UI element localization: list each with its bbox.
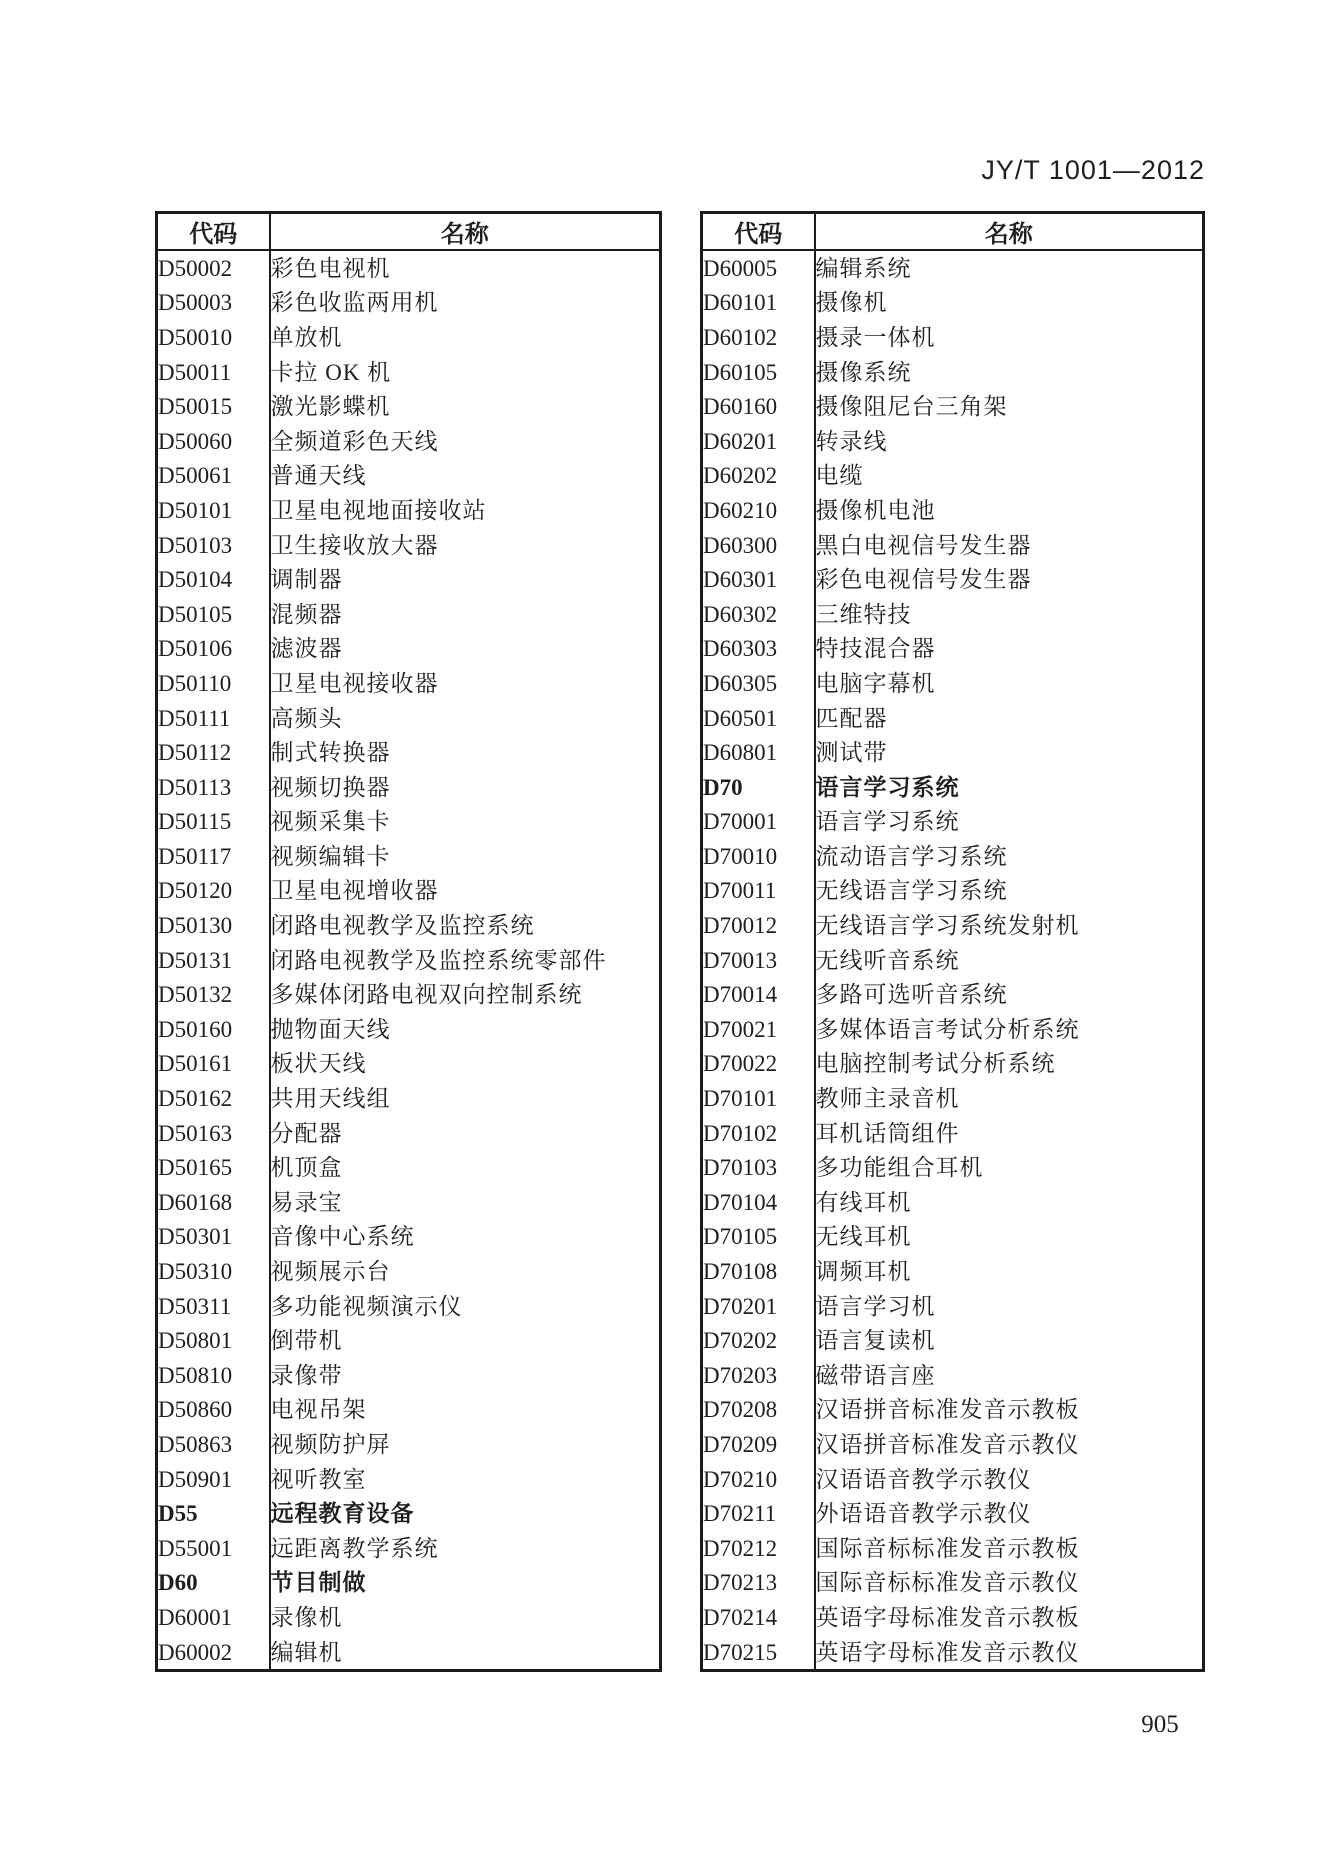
name-cell: 无线听音系统 (815, 947, 960, 973)
code-cell: D60305 (702, 666, 815, 701)
code-cell: D60160 (702, 389, 815, 424)
table-row (702, 1289, 1204, 1324)
table-row (157, 320, 661, 355)
code-cell: D50010 (157, 320, 270, 355)
name-cell: 摄像机电池 (815, 497, 936, 523)
name-cell: 多功能视频演示仪 (270, 1293, 463, 1319)
page-number: 905 (1141, 1711, 1179, 1738)
name-cell: 录像机 (270, 1604, 343, 1630)
name-cell: 单放机 (270, 324, 343, 350)
code-cell: D50120 (157, 874, 270, 909)
table-row (702, 1185, 1204, 1220)
name-cell: 汉语语音教学示教仪 (815, 1466, 1032, 1492)
name-cell: 彩色电视信号发生器 (815, 567, 1032, 593)
table-row (702, 1566, 1204, 1601)
name-cell: 视频采集卡 (270, 809, 391, 835)
table-body-right (702, 250, 1204, 1671)
code-cell: D50117 (157, 839, 270, 874)
table-row (702, 874, 1204, 909)
table-row (702, 1393, 1204, 1428)
name-cell: 滤波器 (270, 636, 343, 662)
name-cell: 卫星电视地面接收站 (270, 497, 487, 523)
code-cell: D50863 (157, 1427, 270, 1462)
name-cell: 特技混合器 (815, 636, 936, 662)
table-row (702, 1081, 1204, 1116)
code-cell: D60210 (702, 493, 815, 528)
name-cell: 闭路电视教学及监控系统零部件 (270, 947, 607, 973)
table-row (702, 562, 1204, 597)
code-cell: D70 (702, 770, 815, 805)
name-cell: 有线耳机 (815, 1189, 912, 1215)
code-cell: D50061 (157, 459, 270, 494)
code-cell: D50101 (157, 493, 270, 528)
code-cell: D50162 (157, 1081, 270, 1116)
code-cell: D50901 (157, 1462, 270, 1497)
name-cell: 摄像系统 (815, 359, 912, 385)
code-cell: D70108 (702, 1254, 815, 1289)
table-row (157, 562, 661, 597)
name-cell: 语言学习系统 (815, 774, 960, 800)
column-header-code: 代码 (157, 213, 270, 251)
name-cell: 摄录一体机 (815, 324, 936, 350)
name-cell: 语言复读机 (815, 1328, 936, 1354)
code-cell: D60105 (702, 355, 815, 390)
code-cell: D55001 (157, 1531, 270, 1566)
table-row (157, 1635, 661, 1671)
table-row (157, 1185, 661, 1220)
table-row (157, 874, 661, 909)
table-row (157, 735, 661, 770)
name-cell: 卫生接收放大器 (270, 532, 439, 558)
name-cell: 卫星电视接收器 (270, 670, 439, 696)
table-row (702, 597, 1204, 632)
table-row (702, 1462, 1204, 1497)
name-cell: 多路可选听音系统 (815, 982, 1008, 1008)
code-cell: D60001 (157, 1600, 270, 1635)
table-row (157, 1081, 661, 1116)
code-cell: D50111 (157, 701, 270, 736)
code-cell: D50132 (157, 977, 270, 1012)
name-cell: 多媒体闭路电视双向控制系统 (270, 982, 583, 1008)
code-cell: D60202 (702, 459, 815, 494)
name-cell: 国际音标标准发音示教仪 (815, 1570, 1080, 1596)
name-cell: 视频切换器 (270, 774, 391, 800)
table-row (702, 908, 1204, 943)
code-cell: D50131 (157, 943, 270, 978)
name-cell: 易录宝 (270, 1189, 343, 1215)
code-cell: D70212 (702, 1531, 815, 1566)
code-cell: D50301 (157, 1220, 270, 1255)
code-cell: D50163 (157, 1116, 270, 1151)
code-cell: D60101 (702, 286, 815, 321)
code-cell: D60102 (702, 320, 815, 355)
table-row (157, 1566, 661, 1601)
code-cell: D70210 (702, 1462, 815, 1497)
name-cell: 电脑字幕机 (815, 670, 936, 696)
table-body-left (157, 250, 661, 1671)
code-cell: D50113 (157, 770, 270, 805)
table-row (157, 805, 661, 840)
table-row (157, 1531, 661, 1566)
column-header-code: 代码 (702, 213, 815, 251)
table-row (702, 528, 1204, 563)
code-cell: D60301 (702, 562, 815, 597)
name-cell: 电缆 (815, 463, 864, 489)
name-cell: 黑白电视信号发生器 (815, 532, 1032, 558)
code-cell: D70201 (702, 1289, 815, 1324)
table-row (702, 389, 1204, 424)
name-cell: 摄像机 (815, 290, 888, 316)
code-cell: D50130 (157, 908, 270, 943)
code-cell: D50060 (157, 424, 270, 459)
name-cell: 音像中心系统 (270, 1224, 415, 1250)
name-cell: 摄像阻尼台三角架 (815, 394, 1008, 420)
code-cell: D60 (157, 1566, 270, 1601)
code-cell: D70202 (702, 1323, 815, 1358)
name-cell: 外语语音教学示教仪 (815, 1501, 1032, 1527)
code-cell: D50160 (157, 1012, 270, 1047)
table-row (157, 1600, 661, 1635)
table-row (702, 666, 1204, 701)
name-cell: 卡拉 OK 机 (270, 359, 392, 385)
table-row (702, 839, 1204, 874)
table-row (157, 701, 661, 736)
code-cell: D70021 (702, 1012, 815, 1047)
code-cell: D70012 (702, 908, 815, 943)
column-header-name: 名称 (270, 213, 661, 251)
name-cell: 分配器 (270, 1120, 343, 1146)
name-cell: 闭路电视教学及监控系统 (270, 913, 535, 939)
table-row (702, 1323, 1204, 1358)
table-row (157, 1220, 661, 1255)
code-cell: D50801 (157, 1323, 270, 1358)
name-cell: 远距离教学系统 (270, 1535, 439, 1561)
code-cell: D50002 (157, 250, 270, 286)
code-cell: D50106 (157, 632, 270, 667)
table-row (702, 424, 1204, 459)
table-row (157, 839, 661, 874)
name-cell: 语言学习机 (815, 1293, 936, 1319)
table-row (157, 389, 661, 424)
code-cell: D70010 (702, 839, 815, 874)
name-cell: 机顶盒 (270, 1155, 343, 1181)
code-cell: D70103 (702, 1150, 815, 1185)
table-row (702, 493, 1204, 528)
code-cell: D60168 (157, 1185, 270, 1220)
code-table-right (700, 211, 1205, 1672)
name-cell: 国际音标标准发音示教板 (815, 1535, 1080, 1561)
code-cell: D70203 (702, 1358, 815, 1393)
table-row (702, 1531, 1204, 1566)
name-cell: 混频器 (270, 601, 343, 627)
code-cell: D50115 (157, 805, 270, 840)
code-cell: D55 (157, 1496, 270, 1531)
name-cell: 倒带机 (270, 1328, 343, 1354)
code-cell: D70208 (702, 1393, 815, 1428)
table-row (157, 666, 661, 701)
code-cell: D60303 (702, 632, 815, 667)
table-row (702, 355, 1204, 390)
code-cell: D70211 (702, 1496, 815, 1531)
code-cell: D60005 (702, 250, 815, 286)
name-cell: 无线语言学习系统 (815, 878, 1008, 904)
table-row (157, 1254, 661, 1289)
code-cell: D70215 (702, 1635, 815, 1671)
code-cell: D70104 (702, 1185, 815, 1220)
table-row (702, 943, 1204, 978)
name-cell: 板状天线 (270, 1051, 367, 1077)
code-cell: D50103 (157, 528, 270, 563)
name-cell: 无线耳机 (815, 1224, 912, 1250)
code-cell: D60801 (702, 735, 815, 770)
name-cell: 耳机话筒组件 (815, 1120, 960, 1146)
name-cell: 汉语拼音标准发音示教仪 (815, 1431, 1080, 1457)
table-row (702, 1600, 1204, 1635)
code-cell: D50104 (157, 562, 270, 597)
table-row (702, 1635, 1204, 1671)
table-row (157, 1116, 661, 1151)
code-cell: D70102 (702, 1116, 815, 1151)
table-row (702, 701, 1204, 736)
code-cell: D60201 (702, 424, 815, 459)
code-cell: D70013 (702, 943, 815, 978)
code-cell: D50003 (157, 286, 270, 321)
code-cell: D50810 (157, 1358, 270, 1393)
name-cell: 抛物面天线 (270, 1016, 391, 1042)
name-cell: 高频头 (270, 705, 343, 731)
table-row (157, 1289, 661, 1324)
table-row (157, 528, 661, 563)
name-cell: 视频编辑卡 (270, 843, 391, 869)
code-cell: D70209 (702, 1427, 815, 1462)
code-cell: D60302 (702, 597, 815, 632)
code-cell: D50165 (157, 1150, 270, 1185)
name-cell: 多媒体语言考试分析系统 (815, 1016, 1080, 1042)
table-row (702, 977, 1204, 1012)
name-cell: 卫星电视增收器 (270, 878, 439, 904)
table-row (157, 424, 661, 459)
table-row (702, 1047, 1204, 1082)
table-row (157, 1012, 661, 1047)
name-cell: 视频展示台 (270, 1259, 391, 1285)
table-row (702, 459, 1204, 494)
table-row (702, 286, 1204, 321)
table-row (702, 632, 1204, 667)
name-cell: 汉语拼音标准发音示教板 (815, 1397, 1080, 1423)
code-cell: D70001 (702, 805, 815, 840)
code-cell: D50112 (157, 735, 270, 770)
code-cell: D70213 (702, 1566, 815, 1601)
standard-number-header: JY/T 1001—2012 (981, 155, 1205, 185)
column-header-name: 名称 (815, 213, 1204, 251)
code-cell: D70101 (702, 1081, 815, 1116)
table-header-row (157, 213, 661, 251)
table-row (157, 459, 661, 494)
code-cell: D70105 (702, 1220, 815, 1255)
code-cell: D50161 (157, 1047, 270, 1082)
table-row (702, 1012, 1204, 1047)
table-row (157, 597, 661, 632)
table-row (702, 1220, 1204, 1255)
table-row (157, 493, 661, 528)
code-cell: D70014 (702, 977, 815, 1012)
name-cell: 教师主录音机 (815, 1086, 960, 1112)
table-row (702, 1427, 1204, 1462)
code-cell: D70214 (702, 1600, 815, 1635)
name-cell: 彩色电视机 (270, 255, 391, 281)
table-row (157, 943, 661, 978)
name-cell: 视听教室 (270, 1466, 367, 1492)
table-row (702, 1116, 1204, 1151)
table-row (157, 1358, 661, 1393)
table-row (157, 1496, 661, 1531)
name-cell: 英语字母标准发音示教板 (815, 1604, 1080, 1630)
table-row (157, 1427, 661, 1462)
table-row (157, 1393, 661, 1428)
table-row (157, 977, 661, 1012)
name-cell: 无线语言学习系统发射机 (815, 913, 1080, 939)
table-row (157, 1462, 661, 1497)
code-cell: D60501 (702, 701, 815, 736)
name-cell: 匹配器 (815, 705, 888, 731)
code-cell: D60300 (702, 528, 815, 563)
name-cell: 彩色收监两用机 (270, 290, 439, 316)
code-cell: D70022 (702, 1047, 815, 1082)
name-cell: 磁带语言座 (815, 1362, 936, 1388)
table-row (702, 735, 1204, 770)
table-row (702, 250, 1204, 286)
name-cell: 语言学习系统 (815, 809, 960, 835)
table-row (157, 632, 661, 667)
table-row (157, 770, 661, 805)
table-row (702, 770, 1204, 805)
name-cell: 视频防护屏 (270, 1431, 391, 1457)
name-cell: 英语字母标准发音示教仪 (815, 1639, 1080, 1665)
table-row (157, 908, 661, 943)
name-cell: 制式转换器 (270, 740, 391, 766)
name-cell: 测试带 (815, 740, 888, 766)
name-cell: 编辑机 (270, 1639, 343, 1665)
name-cell: 调频耳机 (815, 1259, 912, 1285)
table-row (702, 320, 1204, 355)
table-row (157, 286, 661, 321)
code-cell: D50860 (157, 1393, 270, 1428)
code-cell: D50015 (157, 389, 270, 424)
table-row (157, 1047, 661, 1082)
code-cell: D50105 (157, 597, 270, 632)
table-header-row (702, 213, 1204, 251)
table-row (157, 1150, 661, 1185)
code-cell: D50110 (157, 666, 270, 701)
name-cell: 全频道彩色天线 (270, 428, 439, 454)
name-cell: 三维特技 (815, 601, 912, 627)
table-row (702, 1150, 1204, 1185)
name-cell: 远程教育设备 (270, 1501, 415, 1527)
table-row (702, 1358, 1204, 1393)
table-row (702, 805, 1204, 840)
name-cell: 多功能组合耳机 (815, 1155, 984, 1181)
name-cell: 电脑控制考试分析系统 (815, 1051, 1056, 1077)
name-cell: 激光影蝶机 (270, 394, 391, 420)
code-cell: D50310 (157, 1254, 270, 1289)
name-cell: 录像带 (270, 1362, 343, 1388)
code-cell: D60002 (157, 1635, 270, 1671)
name-cell: 节目制做 (270, 1570, 367, 1596)
code-cell: D70011 (702, 874, 815, 909)
table-row (702, 1496, 1204, 1531)
name-cell: 共用天线组 (270, 1086, 391, 1112)
name-cell: 普通天线 (270, 463, 367, 489)
code-cell: D50311 (157, 1289, 270, 1324)
name-cell: 调制器 (270, 567, 343, 593)
table-row (157, 1323, 661, 1358)
table-row (157, 250, 661, 286)
table-row (702, 1254, 1204, 1289)
name-cell: 编辑系统 (815, 255, 912, 281)
name-cell: 流动语言学习系统 (815, 843, 1008, 869)
name-cell: 电视吊架 (270, 1397, 367, 1423)
code-cell: D50011 (157, 355, 270, 390)
name-cell: 转录线 (815, 428, 888, 454)
code-table-left (155, 211, 662, 1672)
table-row (157, 355, 661, 390)
